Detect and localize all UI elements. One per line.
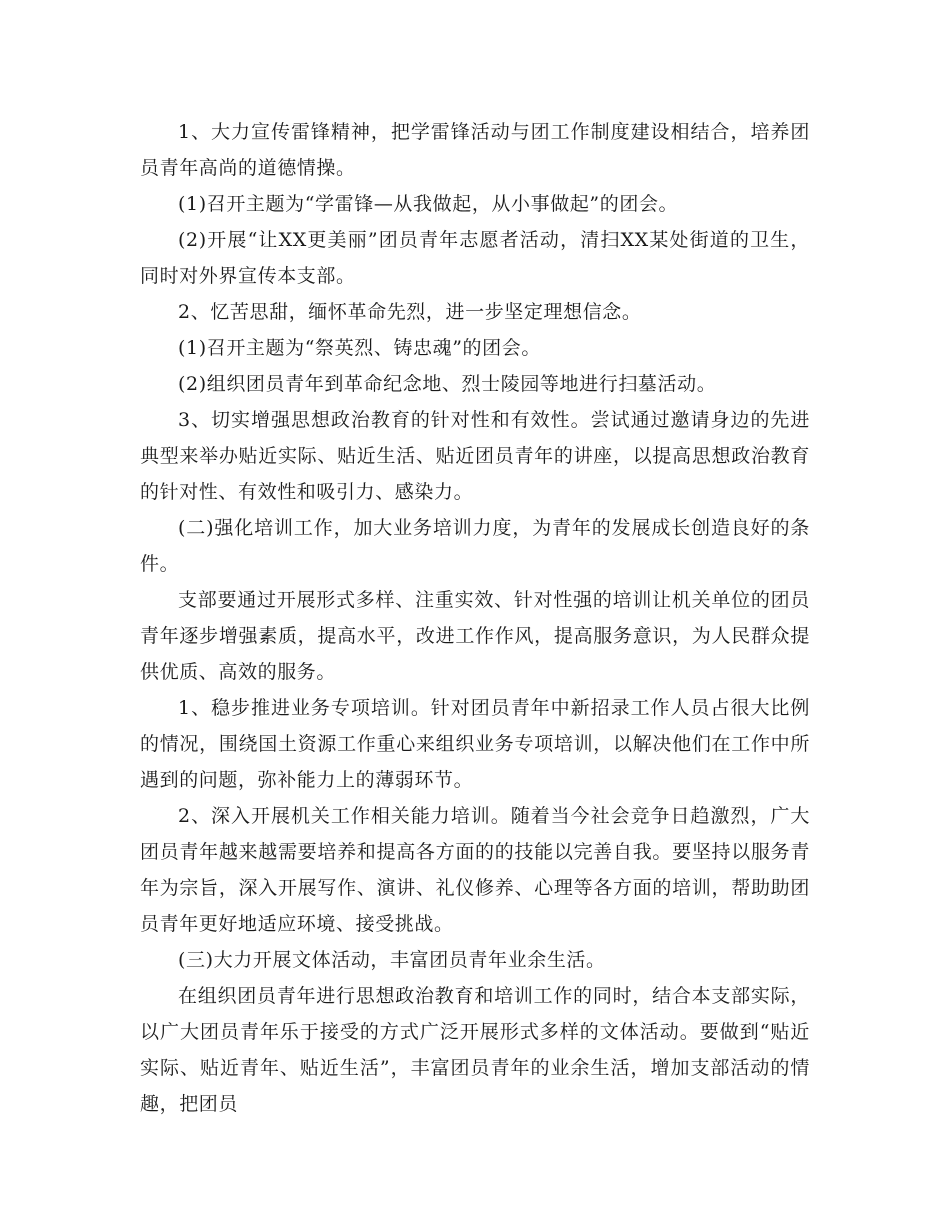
paragraph-8: (二)强化培训工作，加大业务培训力度，为青年的发展成长创造良好的条件。 xyxy=(140,517,810,575)
paragraph-13: 在组织团员青年进行思想政治教育和培训工作的同时，结合本支部实际，以广大团员青年乐于接受的方式广泛开展形式多样的文体活动。要做到“贴近实际、贴近青年、贴近生活”，丰富团员青年的业余生活，增加支部活动的情趣，把团员 xyxy=(140,985,810,1115)
paragraph-3: (2)开展“让XX更美丽”团员青年志愿者活动，清扫XX某处街道的卫生，同时对外界宣传本支部。 xyxy=(140,229,810,287)
paragraph-1: 1、大力宣传雷锋精神，把学雷锋活动与团工作制度建设相结合，培养团员青年高尚的道德情操。 xyxy=(140,121,810,179)
paragraph-5: (1)召开主题为“祭英烈、铸忠魂”的团会。 xyxy=(178,337,541,359)
paragraph-9: 支部要通过开展形式多样、注重实效、针对性强的培训让机关单位的团员青年逐步增强素质，提高水平，改进工作作风，提高服务意识，为人民群众提供优质、高效的服务。 xyxy=(140,589,810,683)
document-body xyxy=(140,114,810,1122)
paragraph-6: (2)组织团员青年到革命纪念地、烈士陵园等地进行扫墓活动。 xyxy=(178,373,717,395)
paragraph-7: 3、切实增强思想政治教育的针对性和有效性。尝试通过邀请身边的先进典型来举办贴近实际、贴近生活、贴近团员青年的讲座，以提高思想政治教育的针对性、有效性和吸引力、感染力。 xyxy=(140,409,810,503)
paragraph-12: (三)大力开展文体活动，丰富团员青年业余生活。 xyxy=(178,949,606,971)
paragraph-2: (1)召开主题为“学雷锋—从我做起，从小事做起”的团会。 xyxy=(178,193,679,215)
paragraph-10: 1、稳步推进业务专项培训。针对团员青年中新招录工作人员占很大比例的情况，围绕国土资源工作重心来组织业务专项培训，以解决他们在工作中所遇到的问题，弥补能力上的薄弱环节。 xyxy=(140,697,810,791)
paragraph-11: 2、深入开展机关工作相关能力培训。随着当今社会竞争日趋激烈，广大团员青年越来越需要培养和提高各方面的的技能以完善自我。要坚持以服务青年为宗旨，深入开展写作、演讲、礼仪修养、心理等各方面的培训，帮助助团员青年更好地适应环境、接受挑战。 xyxy=(140,805,810,935)
paragraph-4: 2、忆苦思甜，缅怀革命先烈，进一步坚定理想信念。 xyxy=(178,301,642,323)
